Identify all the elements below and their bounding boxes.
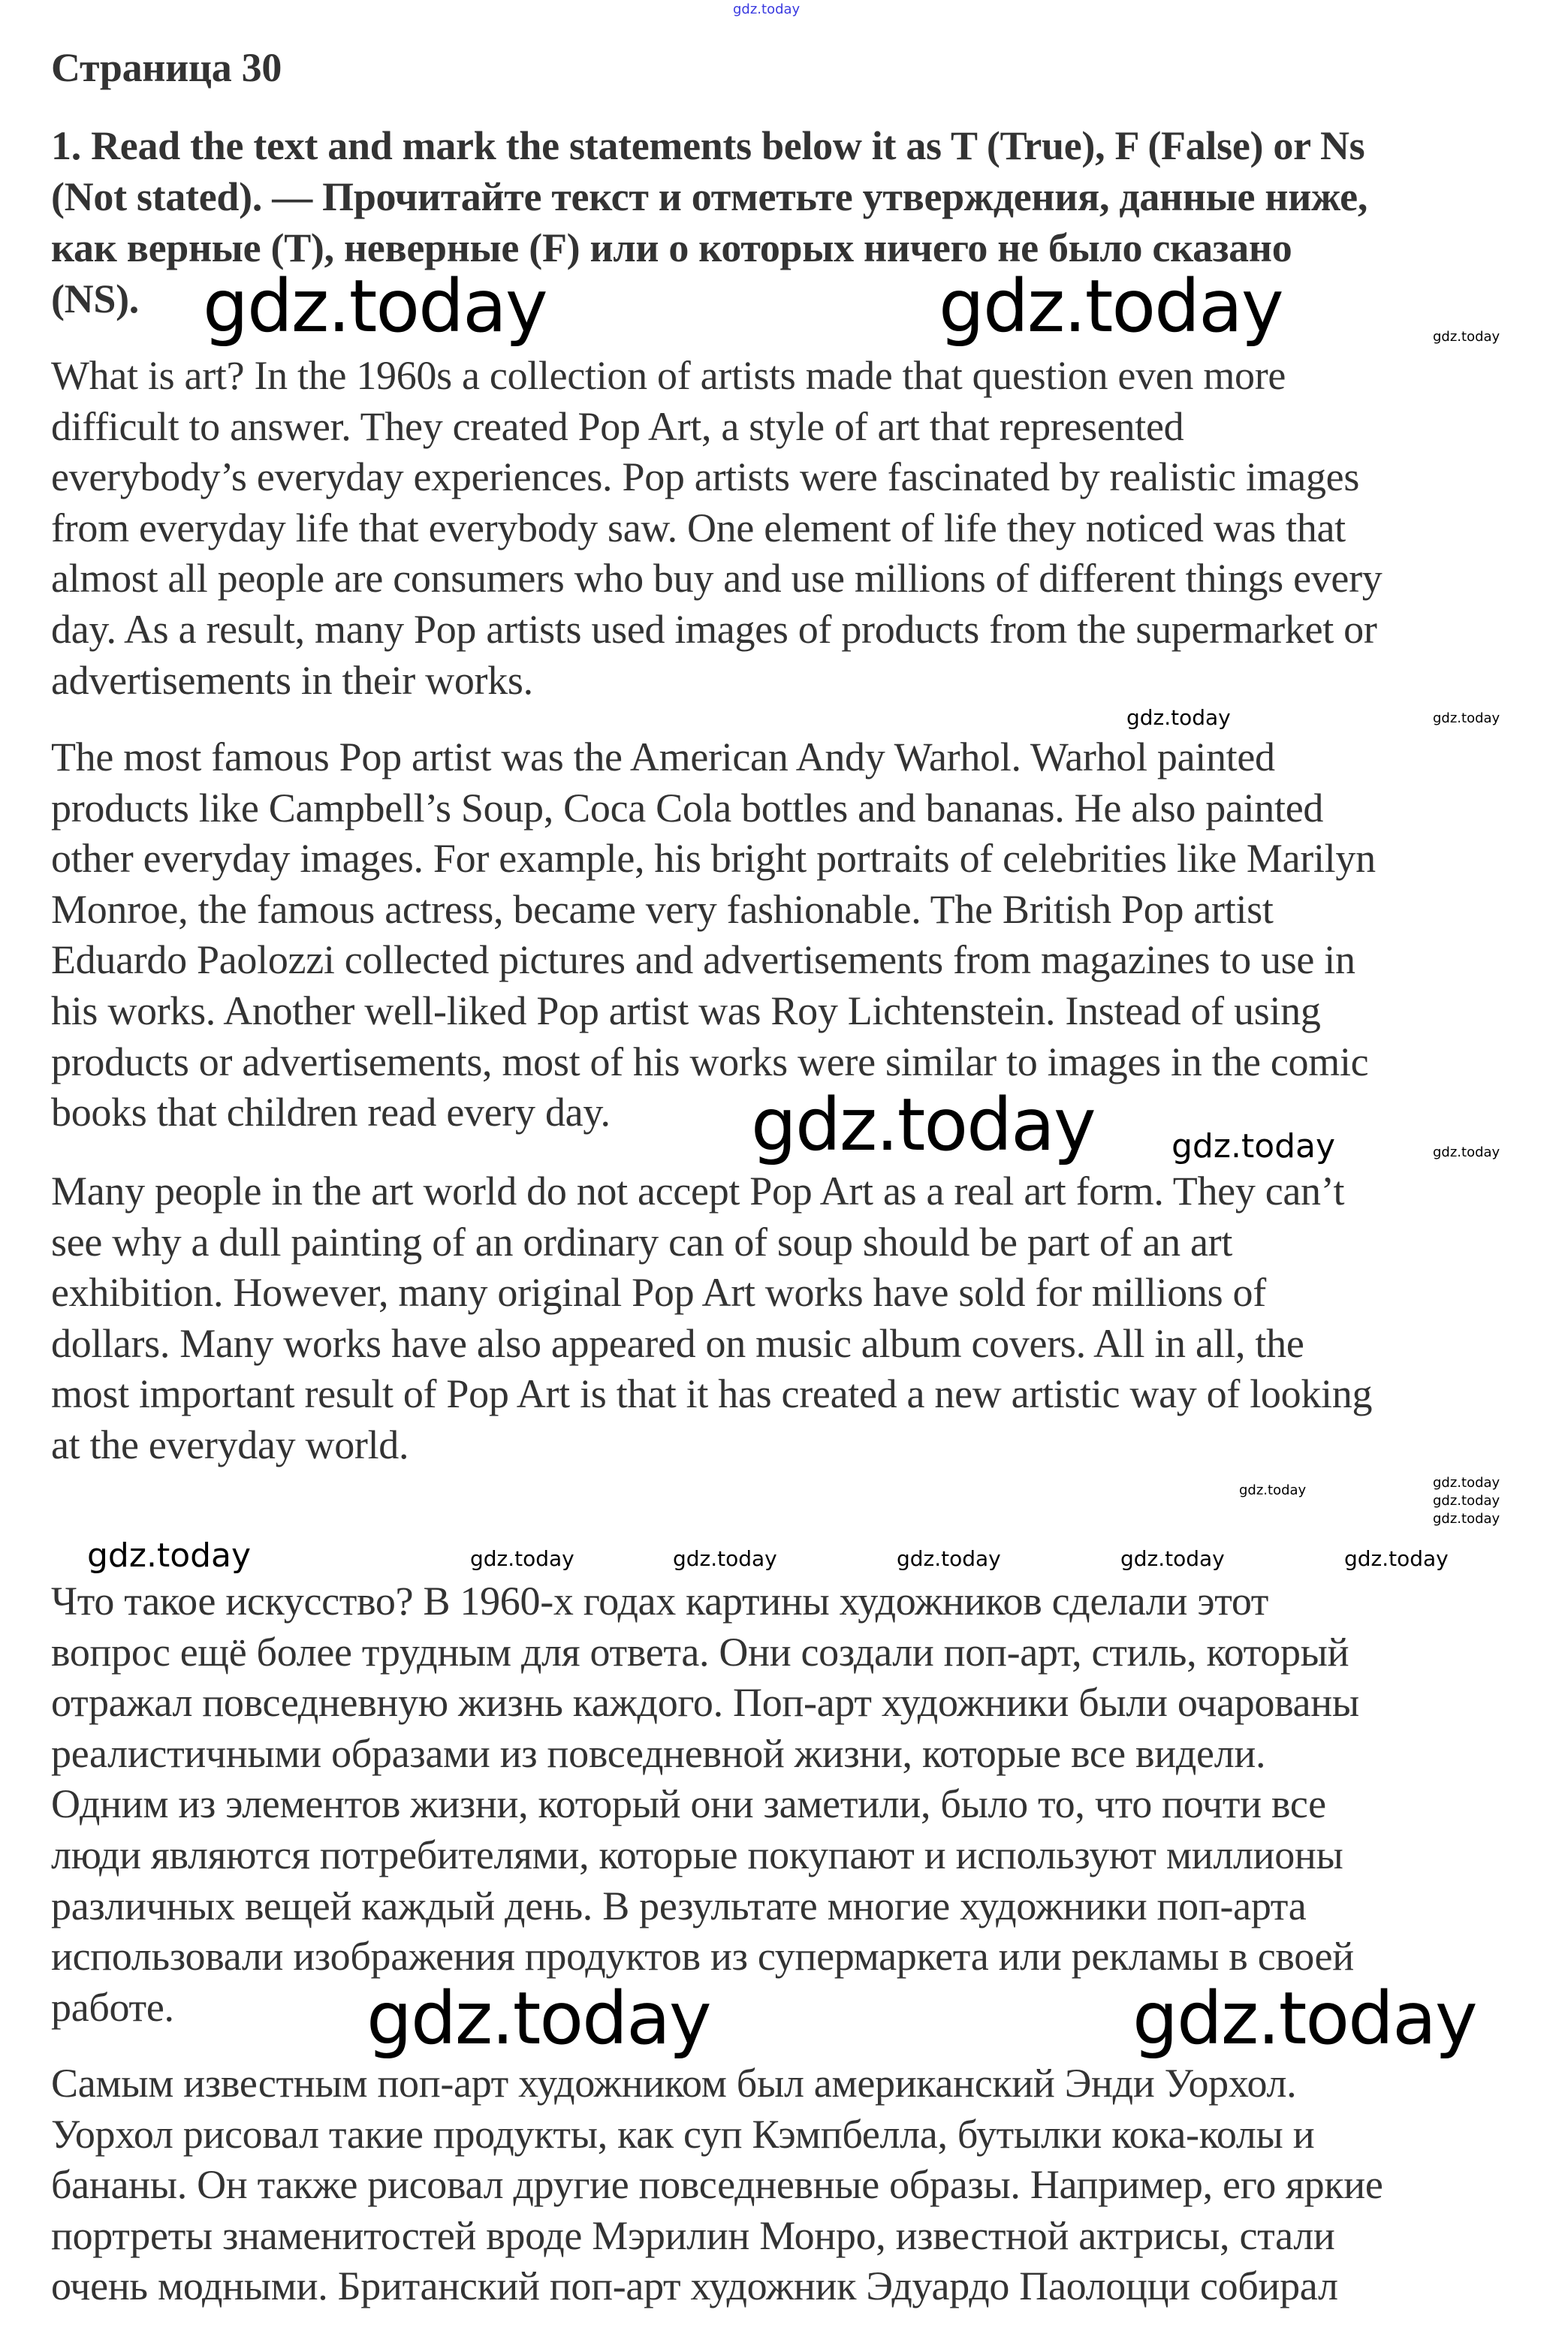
- instruction-line: (NS).: [51, 276, 139, 321]
- instruction-line: (Not stated). — Прочитайте текст и отметьте утверждения, данные ниже,: [51, 174, 1368, 219]
- watermark-text: gdz.today: [1171, 1127, 1336, 1165]
- english-paragraph-line: see why a dull painting of an ordinary can of soup should be part of an art: [51, 1219, 1233, 1265]
- english-paragraph-line: dollars. Many works have also appeared on music album covers. All in all, the: [51, 1320, 1304, 1366]
- watermark-text: gdz.today: [470, 1546, 574, 1571]
- instruction-line: как верные (T), неверные (F) или о которых ничего не было сказано: [51, 225, 1292, 270]
- watermark-text: gdz.today: [1239, 1482, 1307, 1498]
- watermark-text: gdz.today: [1433, 329, 1500, 345]
- english-paragraph-line: other everyday images. For example, his bright portraits of celebrities like Marilyn: [51, 836, 1376, 882]
- russian-paragraph-line: вопрос ещё более трудным для ответа. Они создали поп-арт, стиль, который: [51, 1629, 1349, 1675]
- watermark-text: gdz.today: [1433, 1475, 1500, 1491]
- english-paragraph-line: books that children read every day.: [51, 1090, 611, 1135]
- russian-paragraph-line: портреты знаменитостей вроде Мэрилин Монро, известной актрисы, стали: [51, 2212, 1335, 2258]
- watermark-text: gdz.today: [751, 1083, 1095, 1167]
- watermark-text: gdz.today: [203, 264, 547, 348]
- watermark-text: gdz.today: [1344, 1546, 1449, 1571]
- english-paragraph-line: Many people in the art world do not accept Pop Art as a real art form. They can’t: [51, 1169, 1345, 1214]
- russian-paragraph-line: использовали изображения продуктов из супермаркета или рекламы в своей: [51, 1934, 1354, 1980]
- watermark-text: gdz.today: [897, 1546, 1001, 1571]
- english-paragraph-line: products or advertisements, most of his works were similar to images in the comic: [51, 1039, 1369, 1084]
- page-title: Страница 30: [51, 45, 282, 90]
- russian-paragraph-line: работе.: [51, 1984, 174, 2030]
- russian-paragraph-line: Уорхол рисовал такие продукты, как суп Кэмпбелла, бутылки кока-колы и: [51, 2111, 1315, 2157]
- english-paragraph-line: from everyday life that everybody saw. One element of life they noticed was that: [51, 505, 1346, 550]
- instruction-line: 1. Read the text and mark the statements below it as T (True), F (False) or Ns: [51, 123, 1365, 168]
- english-paragraph-line: difficult to answer. They created Pop Art, a style of art that represented: [51, 403, 1184, 449]
- watermark-text: gdz.today: [1120, 1546, 1225, 1571]
- watermark-text: gdz.today: [1433, 1493, 1500, 1509]
- watermark-text: gdz.today: [1132, 1977, 1476, 2061]
- russian-paragraph-line: Что такое искусство? В 1960-х годах картины художников сделали этот: [51, 1579, 1269, 1624]
- english-paragraph-line: day. As a result, many Pop artists used images of products from the supermarket or: [51, 607, 1377, 652]
- watermark-text: gdz.today: [1433, 1144, 1500, 1160]
- russian-paragraph-line: различных вещей каждый день. В результате многие художники поп-арта: [51, 1883, 1307, 1928]
- english-paragraph-line: products like Campbell’s Soup, Coca Cola bottles and bananas. He also painted: [51, 785, 1324, 831]
- english-paragraph-line: The most famous Pop artist was the American Andy Warhol. Warhol painted: [51, 734, 1275, 780]
- english-paragraph-line: Eduardo Paolozzi collected pictures and advertisements from magazines to use in: [51, 937, 1355, 983]
- russian-paragraph-line: бананы. Он также рисовал другие повседневные образы. Например, его яркие: [51, 2162, 1383, 2208]
- watermark-text: gdz.today: [366, 1977, 710, 2061]
- english-paragraph-line: almost all people are consumers who buy and use millions of different things every: [51, 556, 1383, 602]
- watermark-text: gdz.today: [733, 2, 801, 17]
- russian-paragraph-line: Одним из элементов жизни, который они заметили, было то, что почти все: [51, 1781, 1326, 1827]
- watermark-text: gdz.today: [1433, 1511, 1500, 1527]
- english-paragraph-line: advertisements in their works.: [51, 657, 533, 703]
- watermark-text: gdz.today: [673, 1546, 777, 1571]
- watermark-text: gdz.today: [939, 264, 1283, 348]
- russian-paragraph-line: Самым известным поп-арт художником был американский Энди Уорхол.: [51, 2061, 1297, 2106]
- english-paragraph-line: at the everyday world.: [51, 1422, 409, 1467]
- english-paragraph-line: Monroe, the famous actress, became very fashionable. The British Pop artist: [51, 886, 1274, 932]
- english-paragraph-line: What is art? In the 1960s a collection of artists made that question even more: [51, 353, 1286, 398]
- english-paragraph-line: exhibition. However, many original Pop Art works have sold for millions of: [51, 1270, 1266, 1316]
- russian-paragraph-line: отражал повседневную жизнь каждого. Поп-арт художники были очарованы: [51, 1680, 1359, 1726]
- russian-paragraph-line: реалистичными образами из повседневной жизни, которые все видели.: [51, 1730, 1266, 1776]
- english-paragraph-line: everybody’s everyday experiences. Pop artists were fascinated by realistic images: [51, 454, 1360, 500]
- russian-paragraph-line: люди являются потребителями, которые покупают и используют миллионы: [51, 1832, 1343, 1877]
- watermark-text: gdz.today: [1433, 710, 1500, 726]
- english-paragraph-line: his works. Another well-liked Pop artist was Roy Lichtenstein. Instead of using: [51, 988, 1321, 1033]
- watermark-text: gdz.today: [87, 1536, 252, 1575]
- english-paragraph-line: most important result of Pop Art is that it has created a new artistic way of looking: [51, 1371, 1373, 1417]
- watermark-text: gdz.today: [1126, 705, 1231, 730]
- russian-paragraph-line: очень модными. Британский поп-арт художник Эдуардо Паолоцци собирал: [51, 2263, 1338, 2309]
